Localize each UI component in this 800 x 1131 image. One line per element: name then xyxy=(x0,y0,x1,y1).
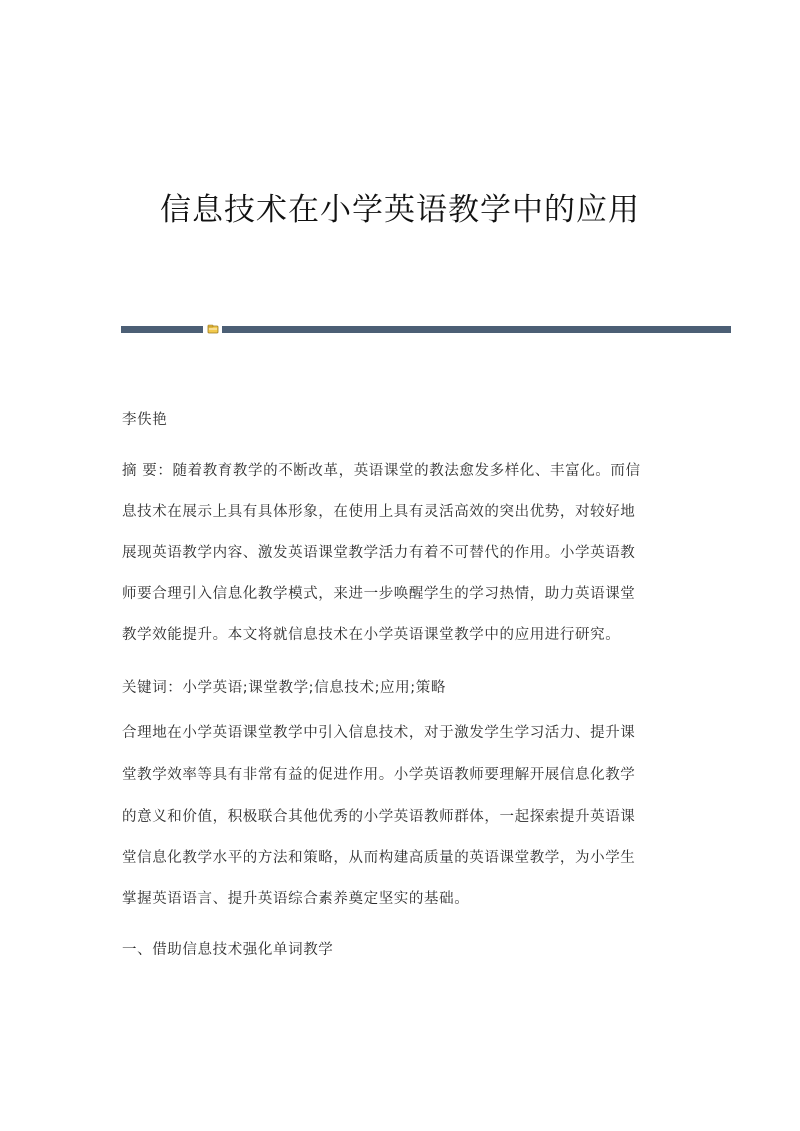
abstract-line: 息技术在展示上具有具体形象，在使用上具有灵活高效的突出优势，对较好地 xyxy=(122,504,636,520)
keywords-line: 关键词：小学英语;课堂教学;信息技术;应用;策略 xyxy=(122,680,446,696)
intro-line: 堂教学效率等具有非常有益的促进作用。小学英语教师要理解开展信息化教学 xyxy=(122,767,636,783)
abstract-line: 师要合理引入信息化教学模式，来进一步唤醒学生的学习热情，助力英语课堂 xyxy=(122,586,636,602)
intro-line: 合理地在小学英语课堂教学中引入信息技术，对于激发学生学习活力、提升课 xyxy=(122,725,636,741)
divider-right-segment xyxy=(222,326,731,333)
abstract-line: 展现英语教学内容、激发英语课堂教学活力有着不可替代的作用。小学英语教 xyxy=(122,545,636,561)
page-title: 信息技术在小学英语教学中的应用 xyxy=(160,192,640,228)
divider-left-segment xyxy=(121,326,203,333)
intro-line: 堂信息化教学水平的方法和策略，从而构建高质量的英语课堂教学，为小学生 xyxy=(122,850,636,866)
section-heading: 一、借助信息技术强化单词教学 xyxy=(122,942,334,958)
title-divider xyxy=(121,326,731,333)
author-name: 李佚艳 xyxy=(122,412,168,428)
abstract-line: 摘 要：随着教育教学的不断改革，英语课堂的教法愈发多样化、丰富化。而信 xyxy=(122,463,641,479)
small-folder-icon xyxy=(207,323,219,335)
abstract-line: 教学效能提升。本文将就信息技术在小学英语课堂教学中的应用进行研究。 xyxy=(122,627,621,643)
intro-line: 的意义和价值，积极联合其他优秀的小学英语教师群体，一起探索提升英语课 xyxy=(122,809,636,825)
intro-line: 掌握英语语言、提升英语综合素养奠定坚实的基础。 xyxy=(122,891,470,907)
